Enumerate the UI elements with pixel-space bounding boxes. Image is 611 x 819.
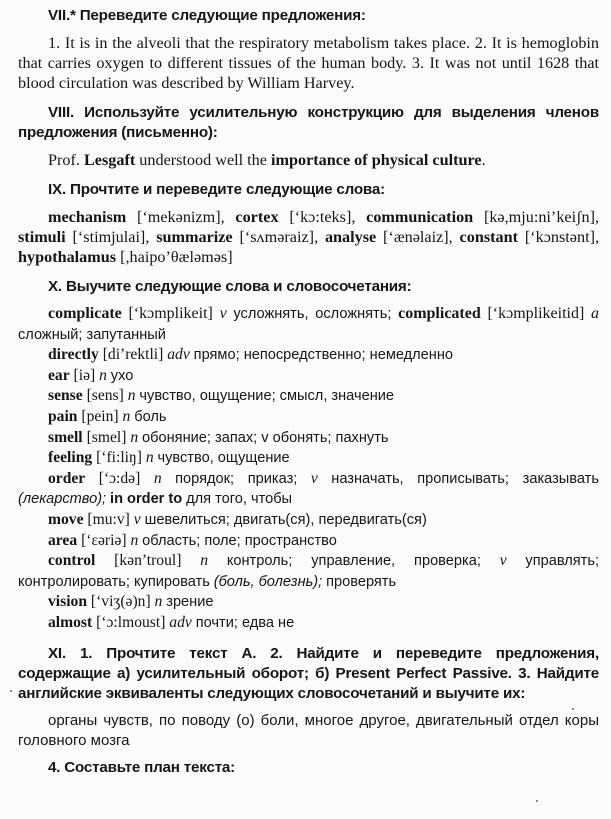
definition: чувство, ощущение; смысл, значение (139, 388, 395, 405)
text-span: understood well the (135, 151, 272, 169)
section-viii-heading: VIII. Используйте усилительную конструкцию для выделения членов предложения (письменно): (18, 104, 599, 141)
vocab-entry (18, 386, 599, 407)
definition: управлять; контролировать; купировать (18, 553, 600, 590)
vocab-word: control (48, 552, 96, 570)
section-viii-text (18, 150, 599, 170)
definition: назначать, прописывать; заказывать (331, 470, 599, 487)
part-of-speech: n (130, 428, 139, 446)
vocab-entry (18, 469, 599, 510)
part-of-speech: v (499, 552, 507, 570)
sentence: It is hemoglobin that carries oxygen to different tissues of the human body. (18, 34, 600, 72)
transcription: [‘kɔmplikeit] (128, 305, 213, 322)
ix-transcription: [‘ænəlaiz] (383, 228, 449, 246)
definition: порядок; приказ; (175, 470, 298, 487)
scan-speck (572, 708, 574, 710)
sentence-number: 1. (48, 34, 61, 52)
section-vii-heading: VII.* Переведите следующие предложения: (48, 7, 366, 24)
sentence: It was not until 1628 that blood circulation was described by William Harvey. (18, 54, 600, 92)
usage-note: (боль, болезнь); (213, 573, 323, 590)
part-of-speech: n (154, 593, 163, 611)
emphasis-span: Lesgaft (83, 151, 136, 169)
ix-transcription: [,haipo’θæləməs] (120, 248, 233, 266)
part-of-speech: adv (167, 346, 190, 364)
definition: проверять (326, 573, 397, 590)
transcription: [pein] (81, 407, 119, 425)
separator: , (314, 228, 325, 246)
transcription: [sens] (86, 387, 124, 405)
vocab-word: move (48, 510, 84, 528)
separator: , (145, 228, 157, 246)
vocab-entry (18, 366, 599, 387)
vocab-entry (18, 448, 599, 469)
ix-word: communication (366, 208, 474, 226)
transcription: [kən’troul] (114, 552, 182, 570)
transcription: [‘viʒ(ə)n] (90, 593, 151, 611)
sentence-number: 2. (474, 34, 487, 52)
section-x-heading: X. Выучите следующие слова и словосочетания: (48, 278, 412, 295)
definition: шевелиться; двигать(ся), передвигать(ся) (144, 511, 427, 528)
ix-transcription: [‘kɔ:teks] (289, 208, 352, 226)
vocab-entry (18, 407, 599, 428)
section-vii-text (18, 33, 599, 93)
part-of-speech: v (219, 305, 227, 322)
vocab-entry (18, 345, 599, 366)
separator: , (594, 228, 600, 246)
vocab-word: complicate (48, 305, 122, 322)
part-of-speech: n (145, 449, 154, 467)
section-xi-phrases: органы чувств, по поводу (о) боли, многое другое, двигательный отдел коры головного мозга (18, 711, 599, 749)
vocab-word: area (48, 531, 78, 549)
definition: ухо (110, 367, 134, 384)
transcription: [di’rektli] (102, 346, 164, 364)
transcription: [‘ɔ:lmoust] (96, 613, 166, 631)
scan-speck (536, 800, 538, 802)
definition: чувство, ощущение (157, 450, 290, 467)
vocab-word: smell (48, 428, 83, 446)
separator: , (351, 208, 367, 226)
sentence: It is in the alveoli that the respiratory metabolism takes place. (64, 34, 471, 52)
definition: почти; едва не (195, 614, 295, 631)
transcription: [smel] (86, 428, 127, 446)
definition: обоняние; запах; v обонять; пахнуть (142, 429, 389, 446)
ix-transcription: [‘sʌməraiz] (239, 228, 315, 246)
separator: , (220, 208, 236, 226)
ix-transcription: [‘kɔnstənt] (524, 228, 595, 246)
definition: прямо; непосредственно; немедленно (193, 347, 454, 364)
section-xi-heading: XI. 1. Прочтите текст А. 2. Найдите и переведите предложения, содержащие а) усилительный оборот; б) Present Perfect Passive. 3. Найдите английские эквиваленты следующих словосочетаний и выучите их: (18, 644, 599, 702)
part-of-speech: n (127, 387, 136, 405)
part-of-speech: n (200, 552, 209, 570)
part-of-speech: n (153, 469, 162, 487)
vocab-entry (18, 304, 599, 345)
ix-word: mechanism (48, 208, 127, 226)
ix-word: analyse (324, 228, 377, 246)
section-xi-subheading: 4. Составьте план текста: (48, 758, 236, 776)
vocab-word: almost (48, 613, 93, 631)
ix-transcription: [kə,mju:ni’keiʃn] (483, 208, 595, 226)
vocab-entry (18, 531, 599, 552)
transcription: [‘kɔmplikeitid] (487, 305, 585, 322)
emphasis-span: importance of physical culture (271, 151, 482, 169)
transcription: [‘ɛəriə] (81, 531, 127, 549)
separator: , (448, 228, 460, 246)
part-of-speech: v (133, 510, 141, 528)
vocab-word: ear (48, 366, 70, 384)
part-of-speech: n (130, 531, 139, 549)
definition: зрение (166, 594, 214, 611)
ix-word: cortex (235, 208, 279, 226)
ix-transcription: [‘mekənizm] (137, 208, 221, 226)
vocab-word: complicated (398, 305, 481, 322)
definition: для того, чтобы (186, 491, 293, 508)
transcription: [mu:v] (87, 510, 130, 528)
definition: усложнять, осложнять; (233, 306, 392, 322)
vocab-word: feeling (48, 449, 93, 467)
vocab-word: pain (48, 407, 78, 425)
section-ix-heading: IX. Прочтите и переведите следующие слова: (48, 181, 385, 198)
usage-note: (лекарство); (18, 491, 107, 508)
part-of-speech: v (310, 469, 318, 487)
ix-word: constant (459, 228, 519, 246)
text-span: Prof. (48, 151, 84, 169)
ix-word: stimuli (18, 228, 66, 246)
vocab-entry (18, 551, 599, 592)
definition: боль (134, 408, 167, 425)
vocabulary-list (18, 304, 599, 634)
ix-word: summarize (156, 228, 233, 246)
definition: сложный; запутанный (18, 326, 166, 343)
part-of-speech: a (591, 305, 600, 322)
part-of-speech: n (99, 366, 107, 384)
transcription: [iə] (73, 366, 96, 384)
vocab-phrase: in order to (110, 491, 183, 508)
text-span: . (481, 151, 486, 169)
sentence-number: 3. (411, 54, 424, 72)
vocab-word: directly (48, 346, 99, 364)
vocab-entry (18, 613, 599, 634)
vocab-entry (18, 510, 599, 531)
definition: контроль; управление, проверка; (226, 553, 481, 570)
transcription: [‘fi:liŋ] (96, 449, 142, 467)
separator: , (594, 208, 600, 226)
vocab-entry (18, 428, 599, 449)
definition: область; поле; пространство (142, 532, 337, 549)
vocab-entry (18, 592, 599, 613)
section-ix-words (18, 207, 599, 267)
vocab-word: order (48, 469, 86, 487)
scan-speck (10, 690, 12, 692)
ix-transcription: [‘stimjulai] (72, 228, 146, 246)
ix-word: hypothalamus (18, 248, 117, 266)
vocab-word: sense (48, 387, 83, 405)
part-of-speech: n (122, 407, 131, 425)
part-of-speech: adv (169, 613, 192, 631)
transcription: [‘ɔ:də] (98, 469, 141, 487)
vocab-word: vision (48, 593, 87, 611)
